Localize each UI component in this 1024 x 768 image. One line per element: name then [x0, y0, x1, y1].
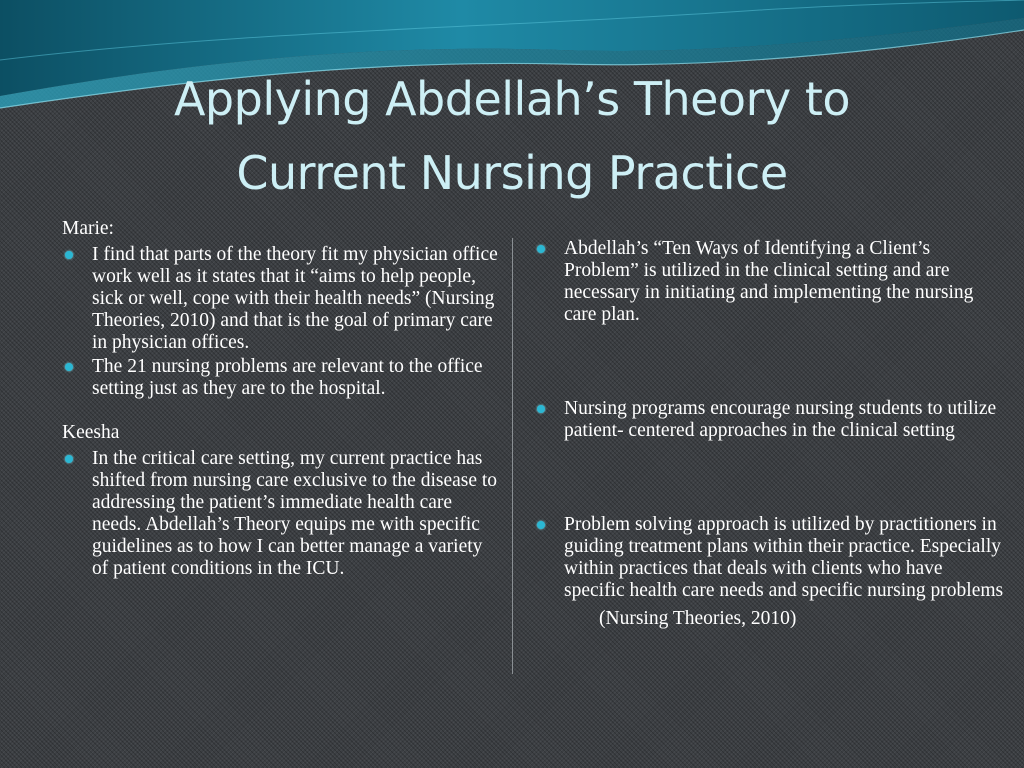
bullet-text: Problem solving approach is utilized by practitioners in guiding treatment plans within their practice. Especially within practices that deals with clients who have specific health care needs and specific nursing problems — [564, 514, 1004, 601]
slide-title-line-1: Applying Abdellah’s Theory to — [173, 72, 851, 126]
bullet-icon — [65, 455, 73, 463]
right-column — [534, 238, 1004, 630]
list-item — [62, 244, 502, 354]
list-item — [534, 238, 1004, 326]
bullet-icon — [65, 251, 73, 259]
bullet-text: I find that parts of the theory fit my physician office work well as it states that it “aims to help people, sick or well, cope with their health needs” (Nursing Theories, 2010) and that is the goal of primary care in physician offices. — [92, 244, 498, 353]
bullet-text: Abdellah’s “Ten Ways of Identifying a Client’s Problem” is utilized in the clinical setting and are necessary in initiating and implementing the nursing care plan. — [564, 238, 974, 325]
bullet-text: Nursing programs encourage nursing students to utilize patient- centered approaches in the clinical setting — [564, 398, 997, 441]
bullet-icon — [537, 521, 545, 529]
bullet-icon — [537, 245, 545, 253]
bullet-text: In the critical care setting, my current practice has shifted from nursing care exclusive to the disease to addressing the patient’s immediate health care needs. Abdellah’s Theory equips me with specific guidelines as to how I can better manage a variety of patient conditions in the ICU. — [92, 448, 498, 579]
left-column — [62, 218, 502, 580]
keesha-bullet-list — [62, 448, 502, 580]
list-item — [62, 356, 502, 400]
list-item — [534, 398, 1004, 442]
column-divider — [512, 238, 513, 674]
slide-title — [0, 62, 1024, 210]
slide-title-line-2: Current Nursing Practice — [236, 146, 788, 200]
right-bullet-list — [534, 238, 1004, 630]
speaker-label-keesha: Keesha — [62, 422, 120, 443]
bullet-icon — [65, 363, 73, 371]
citation: (Nursing Theories, 2010) — [599, 608, 797, 629]
bullet-icon — [537, 405, 545, 413]
marie-bullet-list — [62, 244, 502, 400]
speaker-label-marie: Marie: — [62, 218, 114, 239]
list-item — [534, 514, 1004, 630]
bullet-text: The 21 nursing problems are relevant to the office setting just as they are to the hospital. — [92, 356, 483, 399]
list-item — [62, 448, 502, 580]
